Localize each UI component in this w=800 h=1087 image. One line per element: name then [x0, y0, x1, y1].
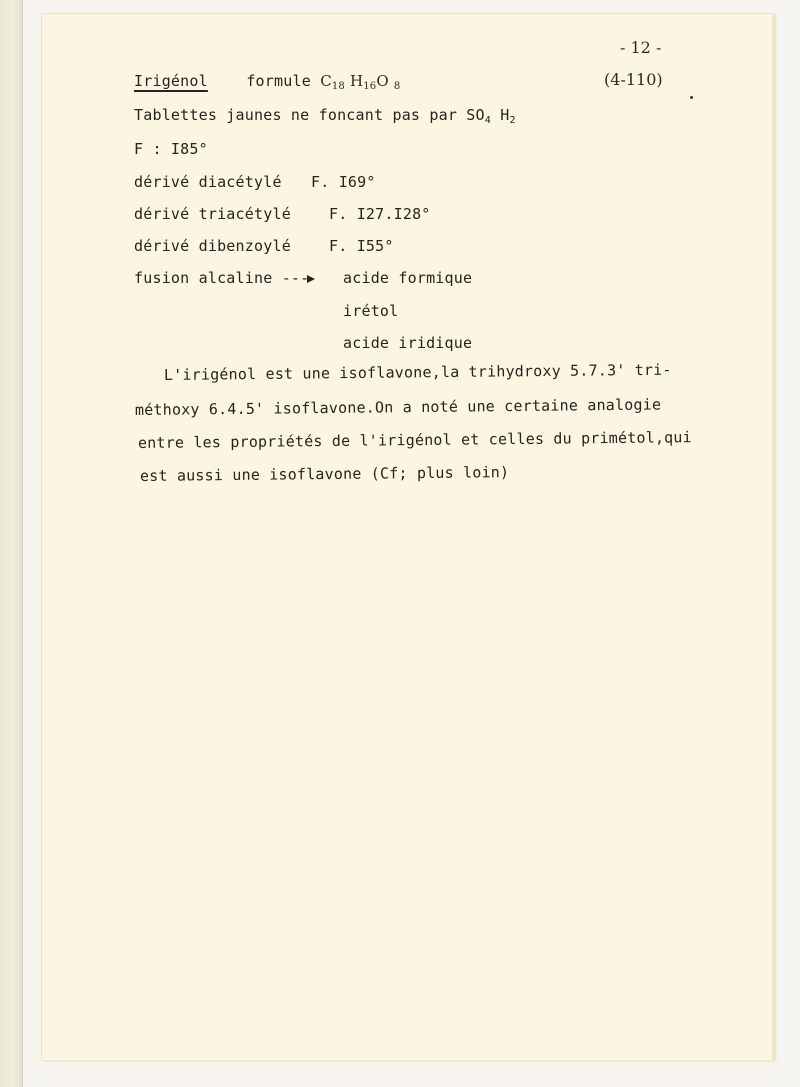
paragraph-line-1: L'irigénol est une isoflavone,la trihydroxy 5.7.3' tri- [163, 360, 672, 384]
paragraph-line-4: est aussi une isoflavone (Cf; plus loin) [139, 463, 510, 485]
page-number: - 12 - [620, 38, 662, 57]
heading-line [134, 72, 400, 92]
paragraph-line-2: méthoxy 6.4.5' isoflavone.On a noté une certaine analogie [134, 395, 662, 419]
typed-page [42, 14, 774, 1060]
alkaline-fusion-line [134, 269, 315, 287]
binding-spine [0, 0, 23, 1087]
molecular-formula: $C_{18}$ $H_{16}O$ $_8$ [320, 72, 401, 92]
ink-dot [690, 96, 693, 99]
triacetyl-label: dérivé triacétylé [134, 205, 291, 223]
arrow-icon [307, 275, 315, 283]
product-formic-acid: acide formique [343, 269, 473, 287]
tablettes-line: Tablettes jaunes ne foncant pas par $SO_4$ $H_2$ [134, 106, 516, 126]
dibenzoyl-value: F. I55° [329, 237, 394, 255]
diacetyl-value: F. I69° [311, 173, 376, 191]
dibenzoyl-label: dérivé dibenzoylé [134, 237, 291, 255]
fusion-point-line: F : I85° [134, 140, 208, 158]
alkaline-label: fusion alcaline --- [134, 269, 310, 287]
diacetyl-label: dérivé diacétylé [134, 173, 282, 191]
formula-label: formule [246, 72, 311, 90]
triacetyl-value: F. I27.I28° [329, 205, 431, 223]
page-edge [772, 14, 776, 1060]
product-iretol: irétol [343, 302, 399, 320]
product-iridic-acid: acide iridique [343, 334, 473, 352]
paragraph-line-3: entre les propriétés de l'irigénol et celles du primétol,qui [137, 428, 692, 452]
compound-name: Irigénol [134, 72, 208, 90]
reference-number: (4-110) [604, 70, 663, 89]
